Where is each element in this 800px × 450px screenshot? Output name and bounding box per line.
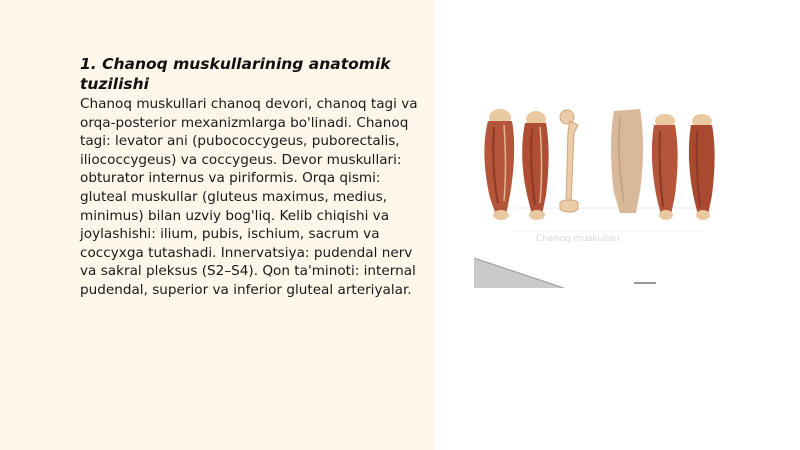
- femur-bone: [560, 110, 578, 212]
- anatomy-illustration: [474, 103, 722, 288]
- thigh-muscle-figure-2: [522, 111, 548, 220]
- thigh-muscle-figure-3: [652, 114, 678, 220]
- thigh-surface-figure: [611, 109, 643, 213]
- figure-caption: Chanoq muskullari: [536, 234, 620, 244]
- thigh-muscle-figure-1: [484, 109, 514, 220]
- slide-title: 1. Chanoq muskullarining anatomik tuzilishi: [80, 55, 391, 93]
- anatomy-figure: [474, 103, 722, 288]
- slide-body: Chanoq muskullari chanoq devori, chanoq tagi va orqa-posterior mexanizmlarga bo'linadi. Chanoq tagi: levator ani (pubococcygeus, puborectalis, iliococcygeus) va coccygeus. Devor muskullari: obturator internus va piriformis. Orqa qismi: gluteal muskullar (gluteus maximus, medius, minimus) bilan uzviy bog'liq. Kelib chiqishi va joylashishi: ilium, pubis, ischium, sacrum va coccyxga tutashadi. Innervatsiya: pudendal nerv va sakral pleksus (S2–S4). Qon ta'minoti: internal pudendal, superior va inferior gluteal arteriyalar.: [80, 96, 418, 298]
- thigh-muscle-figure-4: [689, 114, 715, 220]
